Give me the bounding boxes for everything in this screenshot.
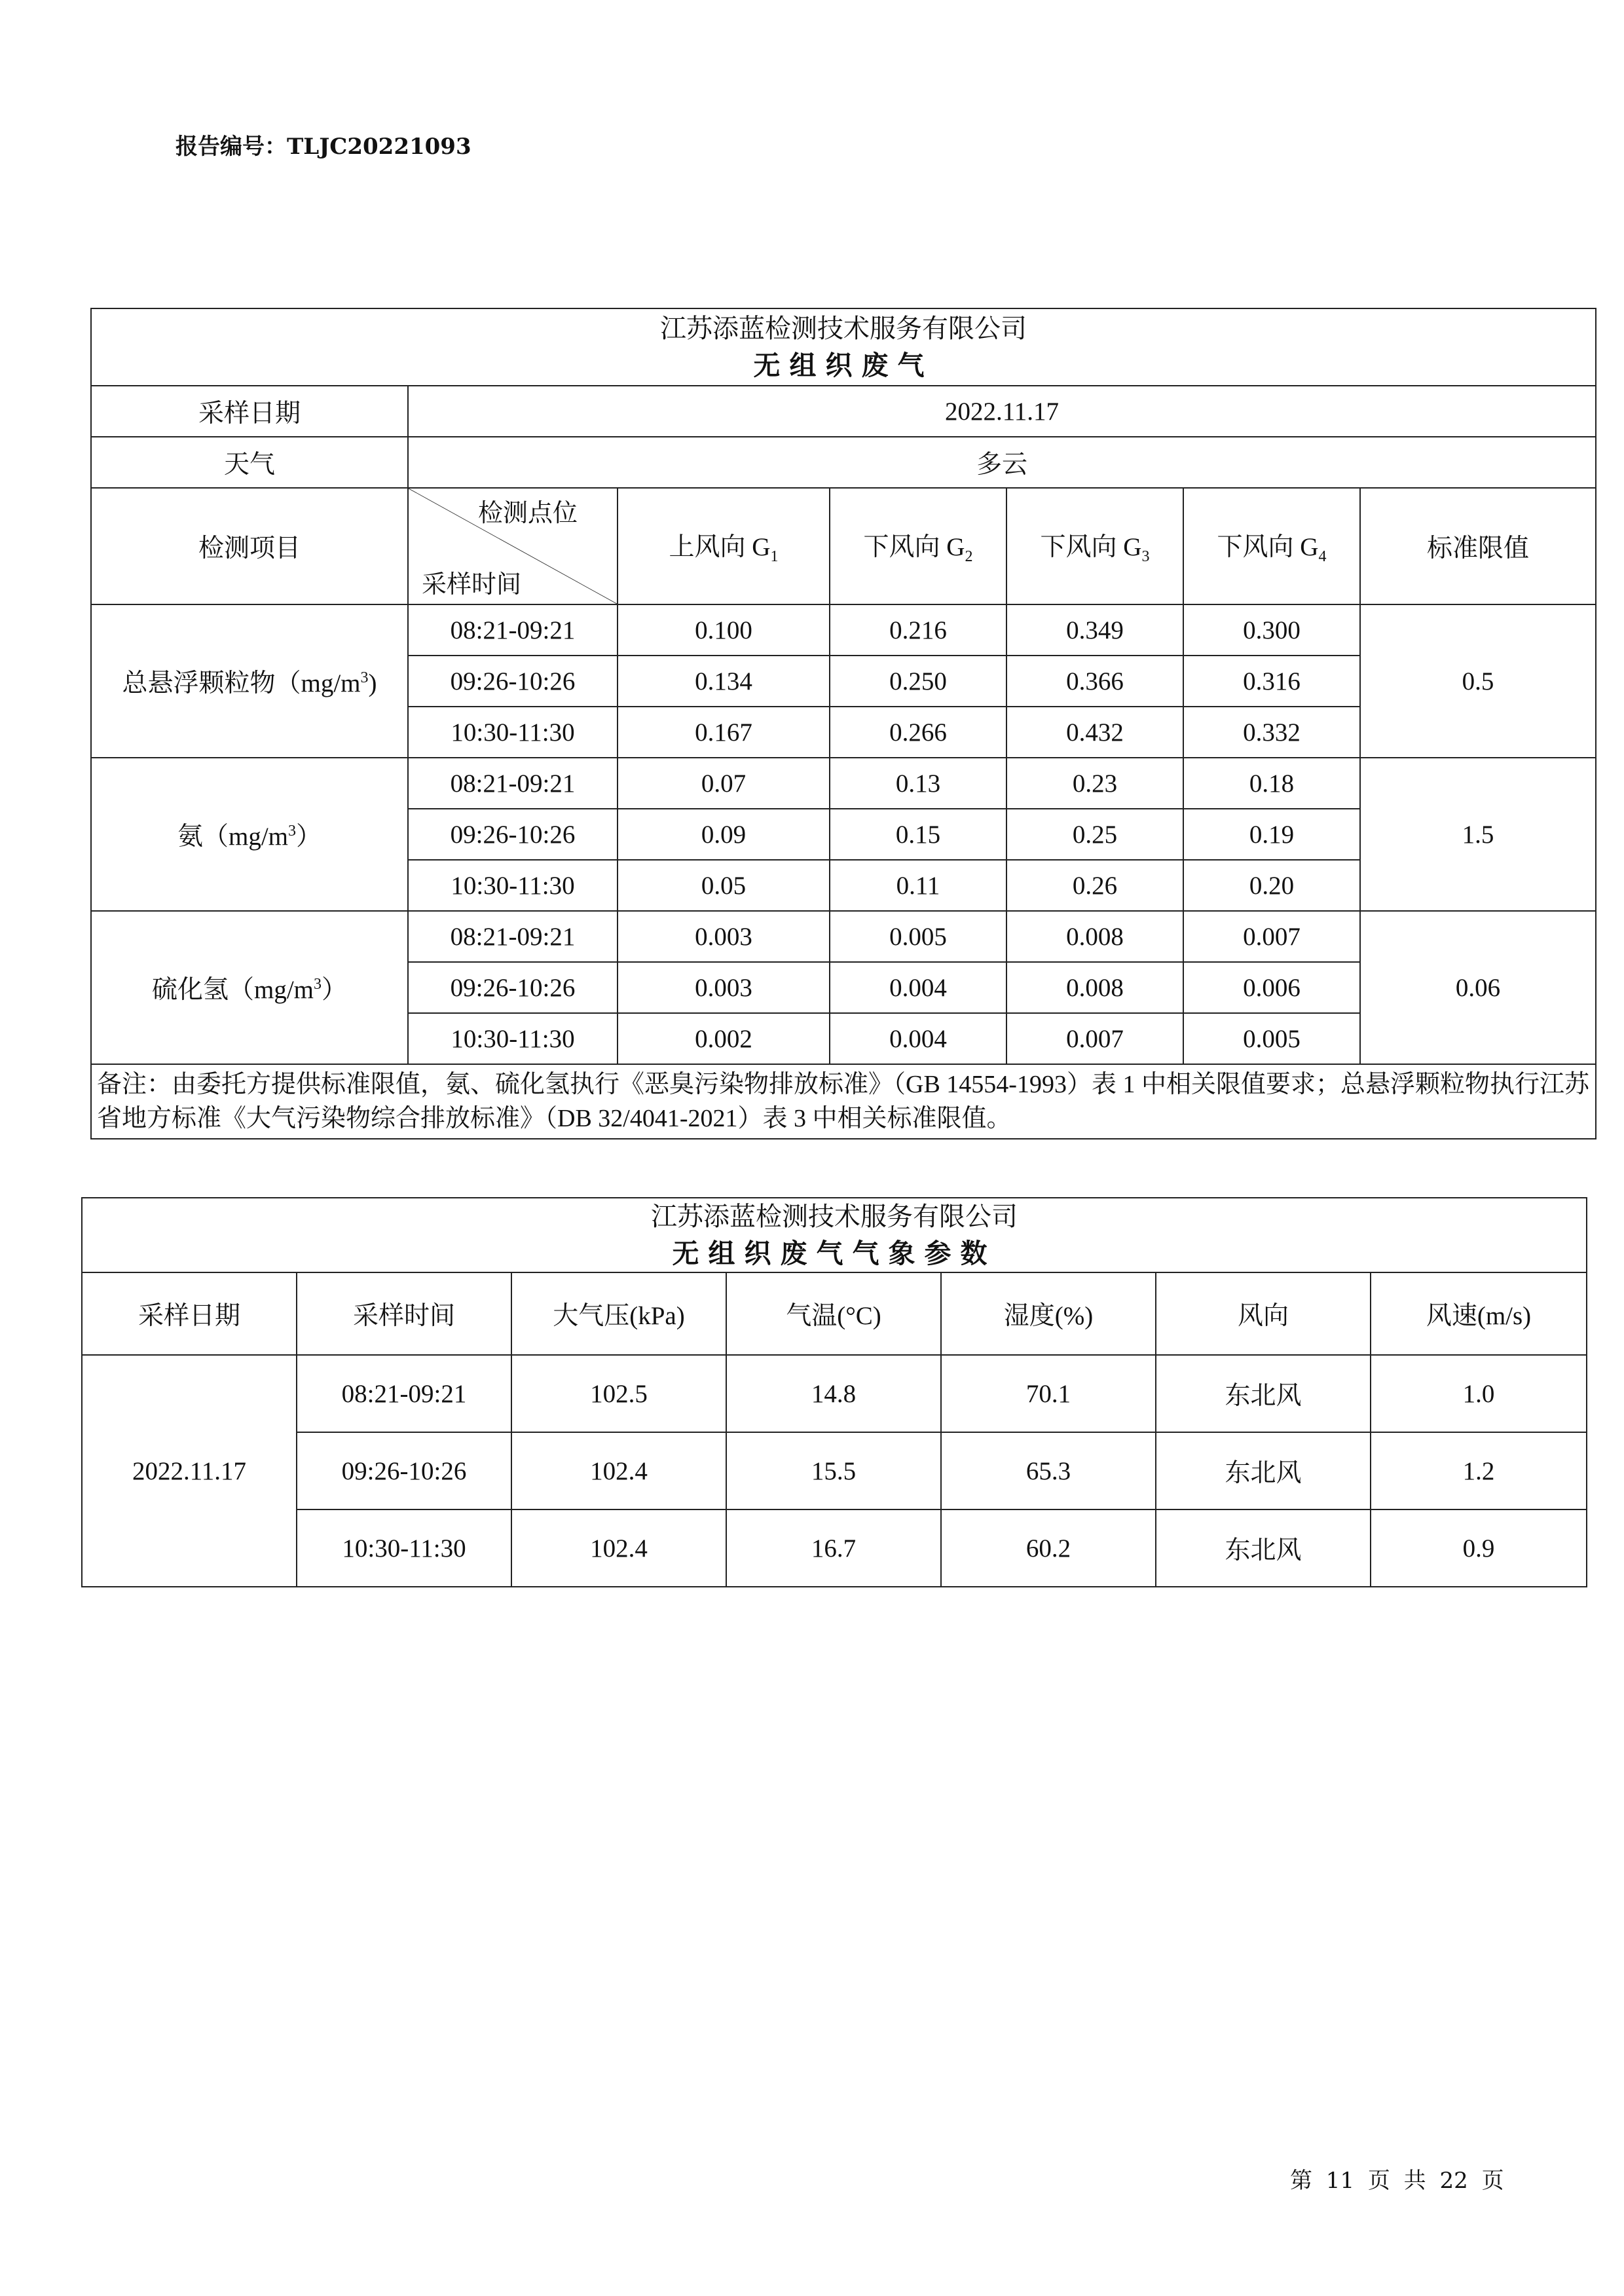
value-cell: 0.216 [830, 604, 1006, 656]
value-cell: 0.15 [830, 809, 1006, 860]
item-header: 检测项目 [91, 488, 408, 604]
value-cell: 0.26 [1006, 860, 1183, 911]
value-cell: 0.134 [618, 656, 830, 707]
value-cell: 0.13 [830, 758, 1006, 809]
value-cell: 0.09 [618, 809, 830, 860]
value-cell: 0.007 [1006, 1013, 1183, 1064]
value-cell: 0.003 [618, 962, 830, 1013]
value-cell: 0.005 [830, 911, 1006, 962]
header-row [82, 1272, 1587, 1355]
humidity-cell: 65.3 [941, 1432, 1156, 1509]
table-row [82, 1432, 1587, 1509]
point-header-g1: 上风向 $G_1$ [618, 488, 830, 604]
sample-time: 09:26-10:26 [408, 656, 618, 707]
humidity-cell: 70.1 [941, 1355, 1156, 1432]
value-cell: 0.18 [1183, 758, 1360, 809]
sample-time: 09:26-10:26 [408, 962, 618, 1013]
value-cell: 0.004 [830, 962, 1006, 1013]
item-name: 总悬浮颗粒物$(mg/m^3)$ [91, 604, 408, 758]
point-header-g3: 下风向 $G_3$ [1006, 488, 1183, 604]
date-value: 2022.11.17 [408, 386, 1596, 437]
table-title [82, 1198, 1587, 1272]
temperature-cell: 15.5 [726, 1432, 941, 1509]
value-cell: 0.19 [1183, 809, 1360, 860]
page-number: 第 11 页 共 22 页 [1290, 2168, 1504, 2194]
value-cell: 0.432 [1006, 707, 1183, 758]
column-header: 气温(°C) [726, 1272, 941, 1355]
value-cell: 0.300 [1183, 604, 1360, 656]
date-label: 采样日期 [91, 386, 408, 437]
value-cell: 0.20 [1183, 860, 1360, 911]
limit-value: 1.5 [1360, 758, 1596, 911]
table-row [91, 911, 1596, 962]
value-cell: 0.07 [618, 758, 830, 809]
temperature-cell: 16.7 [726, 1509, 941, 1587]
sample-time: 09:26-10:26 [297, 1432, 511, 1509]
point-label: 检测点位 [477, 500, 578, 527]
value-cell: 0.11 [830, 860, 1006, 911]
wind-direction-cell: 东北风 [1156, 1432, 1371, 1509]
table-row [91, 758, 1596, 809]
wind-speed-cell: 1.2 [1371, 1432, 1587, 1509]
limit-value: 0.06 [1360, 911, 1596, 1064]
pressure-cell: 102.4 [511, 1509, 726, 1587]
value-cell: 0.332 [1183, 707, 1360, 758]
pressure-cell: 102.5 [511, 1355, 726, 1432]
wind-speed-cell: 0.9 [1371, 1509, 1587, 1587]
sample-time: 09:26-10:26 [408, 809, 618, 860]
column-header: 风速(m/s) [1371, 1272, 1587, 1355]
sample-date: 2022.11.17 [82, 1355, 297, 1587]
table-subtitle: 无组织废气 [753, 350, 934, 380]
time-label: 采样时间 [422, 571, 522, 599]
value-cell: 0.25 [1006, 809, 1183, 860]
table-row [82, 1509, 1587, 1587]
table-title [91, 308, 1596, 386]
value-cell: 0.266 [830, 707, 1006, 758]
value-cell: 0.366 [1006, 656, 1183, 707]
value-cell: 0.167 [618, 707, 830, 758]
value-cell: 0.002 [618, 1013, 830, 1064]
item-name: 氨$(mg/m^3)$ [91, 758, 408, 911]
column-header: 采样时间 [297, 1272, 511, 1355]
sample-time: 08:21-09:21 [408, 604, 618, 656]
table-subtitle: 无组织废气气象参数 [672, 1238, 997, 1268]
emission-table [90, 308, 1596, 1139]
table-row [82, 1355, 1587, 1432]
value-cell: 0.316 [1183, 656, 1360, 707]
org-name: 江苏添蓝检测技术服务有限公司 [660, 314, 1027, 343]
value-cell: 0.250 [830, 656, 1006, 707]
sample-time: 10:30-11:30 [408, 1013, 618, 1064]
value-cell: 0.007 [1183, 911, 1360, 962]
sample-time: 08:21-09:21 [297, 1355, 511, 1432]
value-cell: 0.100 [618, 604, 830, 656]
weather-label: 天气 [91, 437, 408, 488]
weather-table [81, 1197, 1587, 1587]
report-number: 报告编号：TLJC20221093 [175, 134, 471, 160]
sample-time: 08:21-09:21 [408, 911, 618, 962]
column-header: 湿度(%) [941, 1272, 1156, 1355]
value-cell: 0.008 [1006, 962, 1183, 1013]
limit-value: 0.5 [1360, 604, 1596, 758]
wind-speed-cell: 1.0 [1371, 1355, 1587, 1432]
column-header: 风向 [1156, 1272, 1371, 1355]
value-cell: 0.004 [830, 1013, 1006, 1064]
wind-direction-cell: 东北风 [1156, 1355, 1371, 1432]
sample-time: 10:30-11:30 [408, 707, 618, 758]
weather-value: 多云 [408, 437, 1596, 488]
item-name: 硫化氢$(mg/m^3)$ [91, 911, 408, 1064]
sample-time: 10:30-11:30 [408, 860, 618, 911]
humidity-cell: 60.2 [941, 1509, 1156, 1587]
value-cell: 0.008 [1006, 911, 1183, 962]
point-header-g2: 下风向 $G_2$ [830, 488, 1006, 604]
value-cell: 0.23 [1006, 758, 1183, 809]
sample-time: 08:21-09:21 [408, 758, 618, 809]
diagonal-header [408, 488, 618, 604]
column-header: 大气压(kPa) [511, 1272, 726, 1355]
point-header-g4: 下风向 $G_4$ [1183, 488, 1360, 604]
value-cell: 0.349 [1006, 604, 1183, 656]
org-name: 江苏添蓝检测技术服务有限公司 [651, 1202, 1018, 1231]
value-cell: 0.05 [618, 860, 830, 911]
wind-direction-cell: 东北风 [1156, 1509, 1371, 1587]
value-cell: 0.006 [1183, 962, 1360, 1013]
value-cell: 0.003 [618, 911, 830, 962]
temperature-cell: 14.8 [726, 1355, 941, 1432]
remarks: 备注：由委托方提供标准限值，氨、硫化氢执行《恶臭污染物排放标准》（GB 14554-1993）表 1 中相关限值要求；总悬浮颗粒物执行江苏省地方标准《大气污染物综合排放标准》（DB 32/4041-2021）表 3 中相关标准限值。 [91, 1064, 1596, 1139]
value-cell: 0.005 [1183, 1013, 1360, 1064]
column-header: 采样日期 [82, 1272, 297, 1355]
limit-header: 标准限值 [1360, 488, 1596, 604]
pressure-cell: 102.4 [511, 1432, 726, 1509]
table-row [91, 604, 1596, 656]
sample-time: 10:30-11:30 [297, 1509, 511, 1587]
